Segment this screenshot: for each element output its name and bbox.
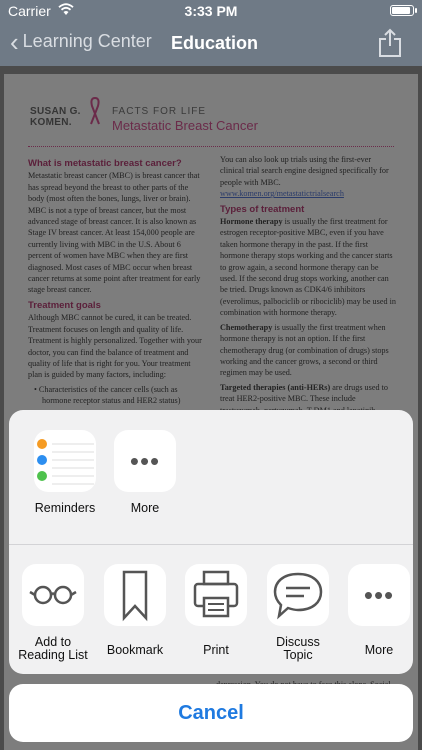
- right-column: [220, 154, 396, 432]
- more-icon: •••: [348, 564, 410, 626]
- more-icon: •••: [114, 430, 176, 492]
- paragraph: Targeted therapies (anti-HERs) are drugs used to treat HER2-positive MBC. These include: [220, 382, 388, 404]
- share-item-label: More: [364, 643, 394, 657]
- share-item-print[interactable]: [176, 564, 256, 657]
- paragraph: Metastatic breast cancer (MBC) is breast cancer that has spread beyond the breast to other parts of the body (most often the bones, lungs, liver or brain). MBC is not a type of breast cancer, but the most advanced stage of breast cancer. It is also known as Stage IV breast cancer. At least 154,000 people are currently living with MBC in the U.S. About 6 percent of women have MBC when they are first diagnosed. Most cases of MBC occur when breast cancer returns at some point after treatment for early stage breast cancer.: [28, 171, 201, 295]
- reminders-icon: [34, 430, 96, 492]
- paragraph: Hormone therapy is usually the first treatment for estrogen receptor-positive MBC, even if you have taken hormone therapy in the past. If the first hormone therapy stops working and the cancer starts to grow again, a second hormone therapy can be used. If the second drug stops working, another can be tried. Drugs known as CDK4/6 inhibitors (everolimus, palbociclib or ribociclib) may be used in combination with hormone therapy.: [220, 217, 396, 318]
- status-time: 3:33 PM: [184, 3, 238, 19]
- fact-label: FACTS FOR LIFE: [112, 106, 207, 117]
- section-heading: What is metastatic breast cancer?: [28, 158, 182, 169]
- paragraph: Although MBC cannot be cured, it can be treated. Treatment focuses on length and quality of life. Treatment is highly personalized. Together with your doctor, you can find the balance of treatment and quality of life that is right for you. Your treatment plan is guided by many factors, including:: [28, 313, 202, 380]
- header-divider: [28, 146, 394, 147]
- share-icon[interactable]: [378, 28, 402, 58]
- trial-search-link[interactable]: www.komen.org/metastatictrialsearch: [220, 189, 344, 199]
- share-item-label: Reminders: [34, 501, 96, 515]
- paragraph: You can also look up trials using the first-ever clinical trial search engine designed specifically for people with MBC. www.komen.org/metastatictrialsearch: [220, 155, 389, 199]
- status-bar: [0, 0, 422, 22]
- share-item-bookmark[interactable]: [95, 564, 175, 657]
- cancel-button[interactable]: Cancel: [9, 684, 413, 742]
- share-item-reminders[interactable]: [25, 430, 105, 515]
- share-item-label: Add to Reading List: [18, 635, 88, 662]
- paragraph: Chemotherapy is usually the first treatment when hormone therapy is not an option. If the first chemotherapy drug (or combination of drugs) stops working and the cancer grows, a second or third regimen may be used.: [220, 322, 389, 378]
- share-sheet: [9, 410, 413, 674]
- section-divider: [9, 544, 413, 545]
- speech-bubble-icon: [267, 564, 329, 626]
- share-item-discuss-topic[interactable]: [258, 564, 338, 662]
- back-button-label: Learning Center: [22, 31, 152, 51]
- share-item-label: Bookmark: [106, 643, 164, 657]
- left-column: [28, 154, 206, 438]
- share-item-label: More: [130, 501, 160, 515]
- glasses-icon: [22, 564, 84, 626]
- share-item-add-to-reading-list[interactable]: [13, 564, 93, 662]
- top-bar: [0, 0, 422, 66]
- pink-ribbon-icon: [88, 96, 102, 126]
- section-heading: Types of treatment: [220, 203, 305, 215]
- carrier-label: Carrier: [8, 3, 51, 19]
- bullet-item: • Characteristics of the cancer cells (such as hormone receptor status and HER2 status): [34, 384, 206, 407]
- chevron-left-icon: ‹: [10, 26, 19, 57]
- section-heading: Treatment goals: [28, 299, 101, 311]
- fact-title: Metastatic Breast Cancer: [112, 118, 258, 133]
- share-item-label: Discuss Topic: [276, 635, 320, 662]
- share-item-more-apps[interactable]: [105, 430, 185, 515]
- back-button[interactable]: [10, 26, 152, 57]
- share-item-more-actions[interactable]: [339, 564, 413, 657]
- navigation-bar: [0, 22, 422, 66]
- battery-icon: [390, 5, 414, 16]
- printer-icon: [185, 564, 247, 626]
- bookmark-icon: [104, 564, 166, 626]
- share-item-label: Print: [203, 643, 229, 657]
- komen-logo: SUSAN G. KOMEN.: [30, 106, 81, 128]
- page-title: Education: [171, 33, 259, 53]
